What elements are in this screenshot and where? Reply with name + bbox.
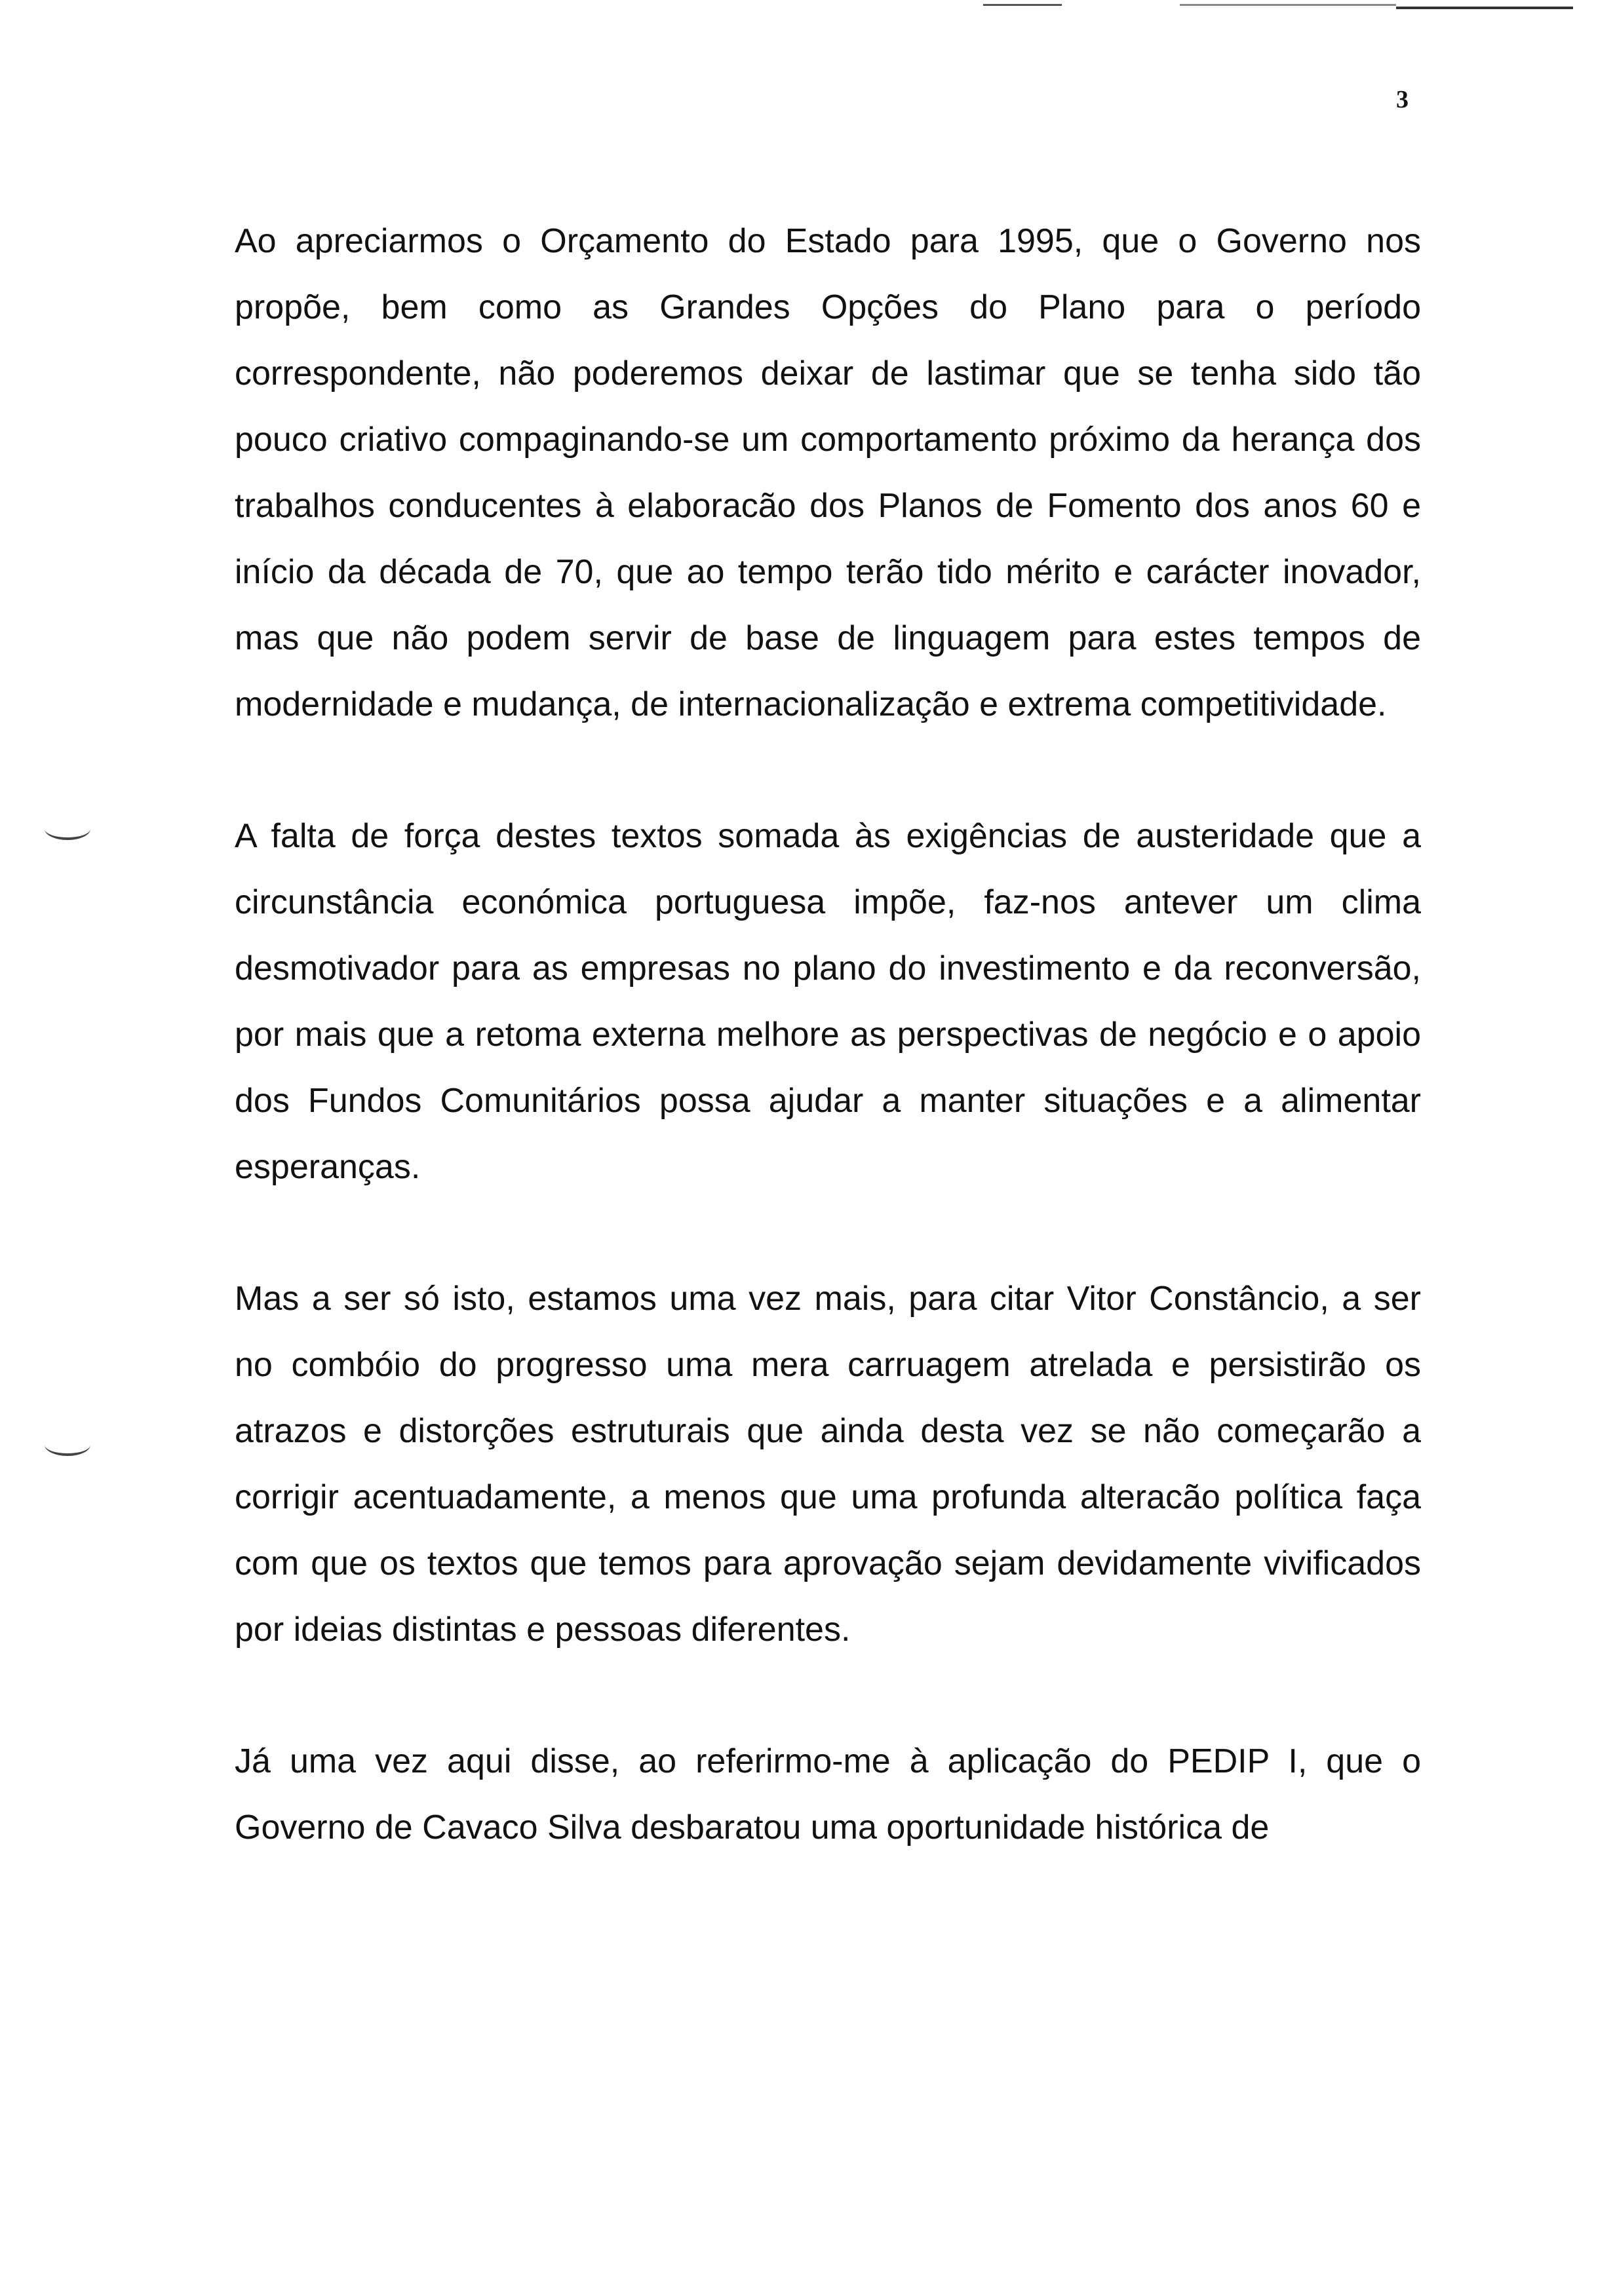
paragraph-3: Mas a ser só isto, estamos uma vez mais, para citar Vitor Constâncio, a ser no combóio do progresso uma mera carruagem atrelada e persistirão os atrazos e distorções estruturais que ainda desta vez se não começarão a corrigir acentuadamente, a menos que uma profunda alteracão política faça com que os textos que temos para aprovação sejam devidamente vivificados por ideias distintas e pessoas diferentes.	[235, 1280, 1421, 1649]
page-number: 3	[1396, 86, 1409, 113]
scan-artifact-line	[1396, 7, 1573, 9]
paragraph-2: A falta de força destes textos somada às exigências de austeridade que a circunstância económica portuguesa impõe, faz-nos antever um clima desmotivador para as empresas no plano do investimento e da reconversão, por mais que a retoma externa melhore as perspectivas de negócio e o apoio dos Fundos Comunitários possa ajudar a manter situações e a alimentar esperanças.	[235, 817, 1421, 1186]
paragraph-1: Ao apreciarmos o Orçamento do Estado para 1995, que o Governo nos propõe, bem como as Grandes Opções do Plano para o período correspondente, não poderemos deixar de lastimar que se tenha sido tão pouco criativo compaginando-se um comportamento próximo da herança dos trabalhos conducentes à elaboracão dos Planos de Fomento dos anos 60 e início da década de 70, que ao tempo terão tido mérito e carácter inovador, mas que não podem servir de base de linguagem para estes tempos de modernidade e mudança, de internacionalização e extrema competitividade.	[235, 222, 1421, 723]
margin-punch-mark	[45, 1434, 90, 1456]
paragraph-4: Já uma vez aqui disse, ao referirmo-me à aplicação do PEDIP I, que o Governo de Cavaco Silva desbaratou uma oportunidade histórica de	[235, 1742, 1421, 1846]
margin-punch-mark	[45, 818, 90, 840]
scan-artifact-line	[983, 4, 1062, 6]
scan-artifact-line	[1180, 4, 1396, 6]
document-body	[235, 208, 1421, 1861]
